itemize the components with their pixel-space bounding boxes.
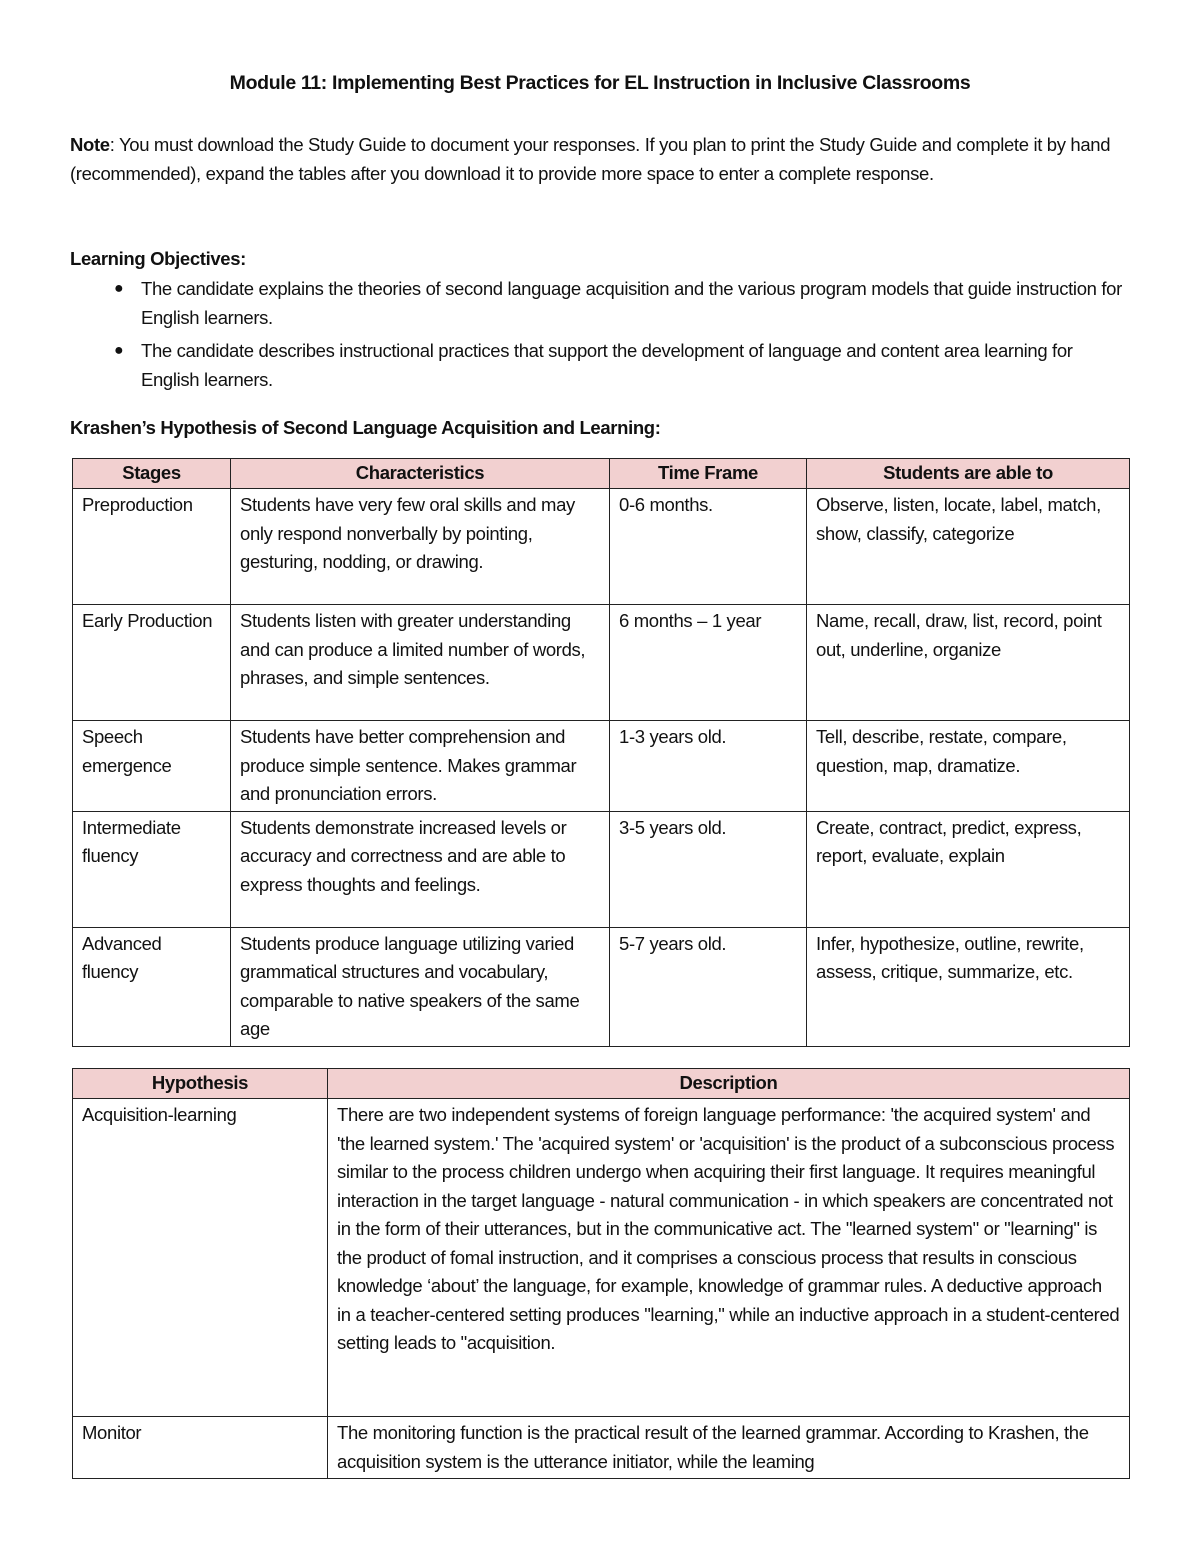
table-header-row	[73, 459, 1130, 489]
hypothesis-table	[72, 1068, 1130, 1479]
header-students-able: Students are able to	[807, 459, 1130, 489]
krashen-heading: Krashen’s Hypothesis of Second Language Acquisition and Learning:	[70, 417, 661, 438]
characteristics-cell: Students have better comprehension and produce simple sentence. Makes grammar and pronunciation errors.	[231, 721, 610, 812]
abilities-cell: Create, contract, predict, express, report, evaluate, explain	[807, 811, 1130, 927]
abilities-cell: Infer, hypothesize, outline, rewrite, assess, critique, summarize, etc.	[807, 927, 1130, 1046]
characteristics-cell: Students listen with greater understanding and can produce a limited number of words, phrases, and simple sentences.	[231, 605, 610, 721]
header-characteristics: Characteristics	[231, 459, 610, 489]
bullet-icon: ●	[114, 280, 124, 297]
objectives-heading: Learning Objectives:	[70, 248, 246, 269]
table-row	[73, 927, 1130, 1046]
hypothesis-cell: Monitor	[73, 1417, 328, 1479]
stage-cell: Intermediate fluency	[73, 811, 231, 927]
table-row	[73, 1417, 1130, 1479]
time-frame-cell: 1-3 years old.	[610, 721, 807, 812]
header-time-frame: Time Frame	[610, 459, 807, 489]
time-frame-cell: 5-7 years old.	[610, 927, 807, 1046]
table-row	[73, 721, 1130, 812]
table-row	[73, 605, 1130, 721]
table-row	[73, 489, 1130, 605]
description-cell: The monitoring function is the practical result of the learned grammar. According to Krashen, the acquisition system is the utterance initiator, while the leaming	[328, 1417, 1130, 1479]
description-cell: There are two independent systems of foreign language performance: 'the acquired system' and 'the learned system.' The 'acquired system' or 'acquisition' is the product of a subconscious process similar to the process children undergo when acquiring their first language. It requires meaningful interaction in the target language - natural communication - in which speakers are concentrated not in the form of their utterances, but in the communicative act. The "learned system" or "learning" is the product of fomal instruction, and it comprises a conscious process that results in conscious knowledge ‘about’ the language, for example, knowledge of grammar rules. A deductive approach in a teacher-centered setting produces "learning," while an inductive approach in a student-centered setting leads to "acquisition.	[328, 1099, 1130, 1417]
note-paragraph	[70, 130, 1130, 188]
note-text: : You must download the Study Guide to document your responses. If you plan to print the Study Guide and complete it by hand (recommended), expand the tables after you download it to provide more space to enter a complete response.	[70, 134, 1111, 184]
hypothesis-cell: Acquisition-learning	[73, 1099, 328, 1417]
stage-cell: Preproduction	[73, 489, 231, 605]
abilities-cell: Tell, describe, restate, compare, question, map, dramatize.	[807, 721, 1130, 812]
header-description: Description	[328, 1069, 1130, 1099]
table-header-row	[73, 1069, 1130, 1099]
characteristics-cell: Students demonstrate increased levels or accuracy and correctness and are able to express thoughts and feelings.	[231, 811, 610, 927]
abilities-cell: Observe, listen, locate, label, match, show, classify, categorize	[807, 489, 1130, 605]
objective-item: ● The candidate describes instructional practices that support the development of language and content area learning for English learners.	[70, 336, 1130, 394]
header-hypothesis: Hypothesis	[73, 1069, 328, 1099]
stage-cell: Early Production	[73, 605, 231, 721]
abilities-cell: Name, recall, draw, list, record, point out, underline, organize	[807, 605, 1130, 721]
characteristics-cell: Students produce language utilizing varied grammatical structures and vocabulary, comparable to native speakers of the same age	[231, 927, 610, 1046]
time-frame-cell: 3-5 years old.	[610, 811, 807, 927]
stage-cell: Advanced fluency	[73, 927, 231, 1046]
table-row	[73, 1099, 1130, 1417]
objectives-list	[70, 274, 1130, 394]
characteristics-cell: Students have very few oral skills and may only respond nonverbally by pointing, gesturing, nodding, or drawing.	[231, 489, 610, 605]
header-stages: Stages	[73, 459, 231, 489]
note-label: Note	[70, 134, 110, 155]
table-row	[73, 811, 1130, 927]
stages-table	[72, 458, 1130, 1047]
time-frame-cell: 6 months – 1 year	[610, 605, 807, 721]
time-frame-cell: 0-6 months.	[610, 489, 807, 605]
bullet-icon: ●	[114, 342, 124, 359]
stage-cell: Speech emergence	[73, 721, 231, 812]
objective-item: ● The candidate explains the theories of second language acquisition and the various program models that guide instruction for English learners.	[70, 274, 1130, 332]
document-title: Module 11: Implementing Best Practices for EL Instruction in Inclusive Classrooms	[229, 72, 971, 94]
